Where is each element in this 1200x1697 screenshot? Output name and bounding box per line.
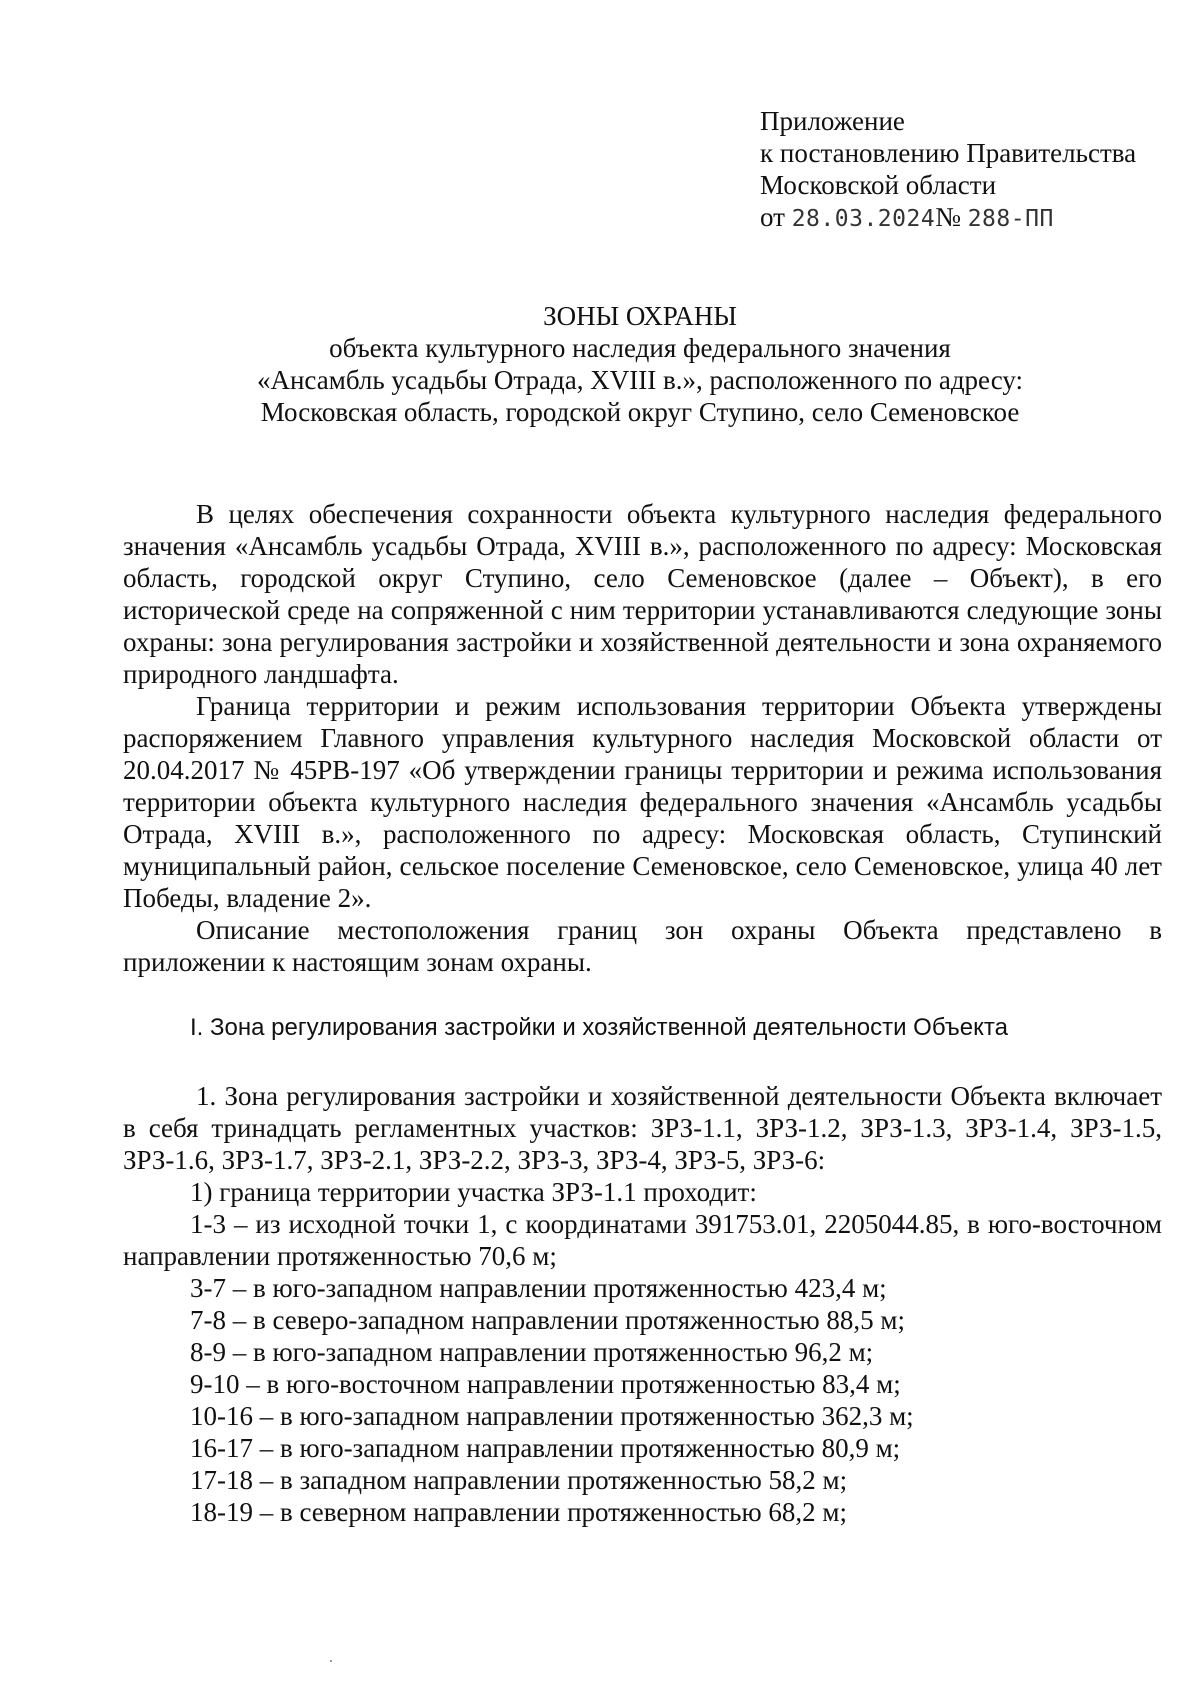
appendix-label: Приложение (760, 106, 905, 136)
section-heading: I. Зона регулирования застройки и хозяйственной деятельности Объекта (190, 1014, 1008, 1041)
title-line-3: Московская область, городской округ Ступино, село Семеновское (260, 397, 1020, 427)
boundary-line: 3-7 – в юго-западном направлении протяженностью 423,4 м; (190, 1273, 887, 1303)
date-prefix: от (760, 202, 785, 232)
number-sign: № (935, 202, 961, 232)
paragraph-purpose: В целях обеспечения сохранности объекта культурного наследия федерального значения «Ансамбль усадьбы Отрада, XVIII в.», расположенного по адресу: Московская область, городской округ Ступино, село Семеновское (далее – Объект), в его исторической среде на сопряженной с ним территории устанавливаются следующие зоны охраны: зона регулирования застройки и хозяйственной деятельности и зона охраняемого природного ландшафта. (123, 499, 1162, 689)
date-value: 28.03.2024 (791, 206, 936, 232)
paragraph-description: Описание местоположения границ зон охраны Объекта представлено в приложении к настоящим зонам охраны. (123, 915, 1162, 977)
boundary-line: 7-8 – в северо-западном направлении протяженностью 88,5 м; (190, 1305, 905, 1335)
boundary-line: 17-18 – в западном направлении протяженностью 58,2 м; (190, 1465, 848, 1495)
appendix-header (760, 105, 1136, 235)
boundary-line: 8-9 – в юго-западном направлении протяженностью 96,2 м; (190, 1337, 874, 1367)
title-heading: ЗОНЫ ОХРАНЫ (543, 301, 737, 331)
appendix-region: Московской области (760, 170, 997, 200)
document-title (120, 300, 1160, 428)
document-body (123, 498, 1162, 1528)
title-line-1: объекта культурного наследия федерального значения (329, 333, 951, 363)
boundary-line: 1-3 – из исходной точки 1, с координатами 391753.01, 2205044.85, в юго-восточном направлении протяженностью 70,6 м; (123, 1209, 1162, 1271)
scan-speck (330, 1660, 332, 1662)
boundary-line: 18-19 – в северном направлении протяженностью 68,2 м; (190, 1497, 848, 1527)
appendix-resolution-ref: к постановлению Правительства (760, 138, 1137, 168)
boundary-line: 16-17 – в юго-западном направлении протяженностью 80,9 м; (190, 1433, 901, 1463)
subitem-zrz-1-1: 1) граница территории участка ЗРЗ-1.1 проходит: (190, 1177, 757, 1207)
title-line-2: «Ансамбль усадьбы Отрада, XVIII в.», расположенного по адресу: (256, 365, 1023, 395)
section-item-1: 1. Зона регулирования застройки и хозяйственной деятельности Объекта включает в себя тринадцать регламентных участков: ЗРЗ-1.1, ЗРЗ-1.2, ЗРЗ-1.3, ЗРЗ-1.4, ЗРЗ-1.5, ЗРЗ-1.6, ЗРЗ-1.7, ЗРЗ-2.1, ЗРЗ-2.2, ЗРЗ-3, ЗРЗ-4, ЗРЗ-5, ЗРЗ-6: (123, 1081, 1162, 1175)
boundary-line: 10-16 – в юго-западном направлении протяженностью 362,3 м; (190, 1401, 914, 1431)
boundary-line: 9-10 – в юго-восточном направлении протяженностью 83,4 м; (190, 1369, 901, 1399)
number-value: 288-ПП (967, 206, 1054, 232)
paragraph-territory: Граница территории и режим использования территории Объекта утверждены распоряжением Главного управления культурного наследия Московской области от 20.04.2017 № 45РВ-197 «Об утверждении границы территории и режима использования территории объекта культурного наследия федерального значения «Ансамбль усадьбы Отрада, XVIII в.», расположенного по адресу: Московская область, Ступинский муниципальный район, сельское поселение Семеновское, село Семеновское, улица 40 лет Победы, владение 2». (123, 691, 1162, 913)
appendix-date-line (760, 201, 1136, 235)
